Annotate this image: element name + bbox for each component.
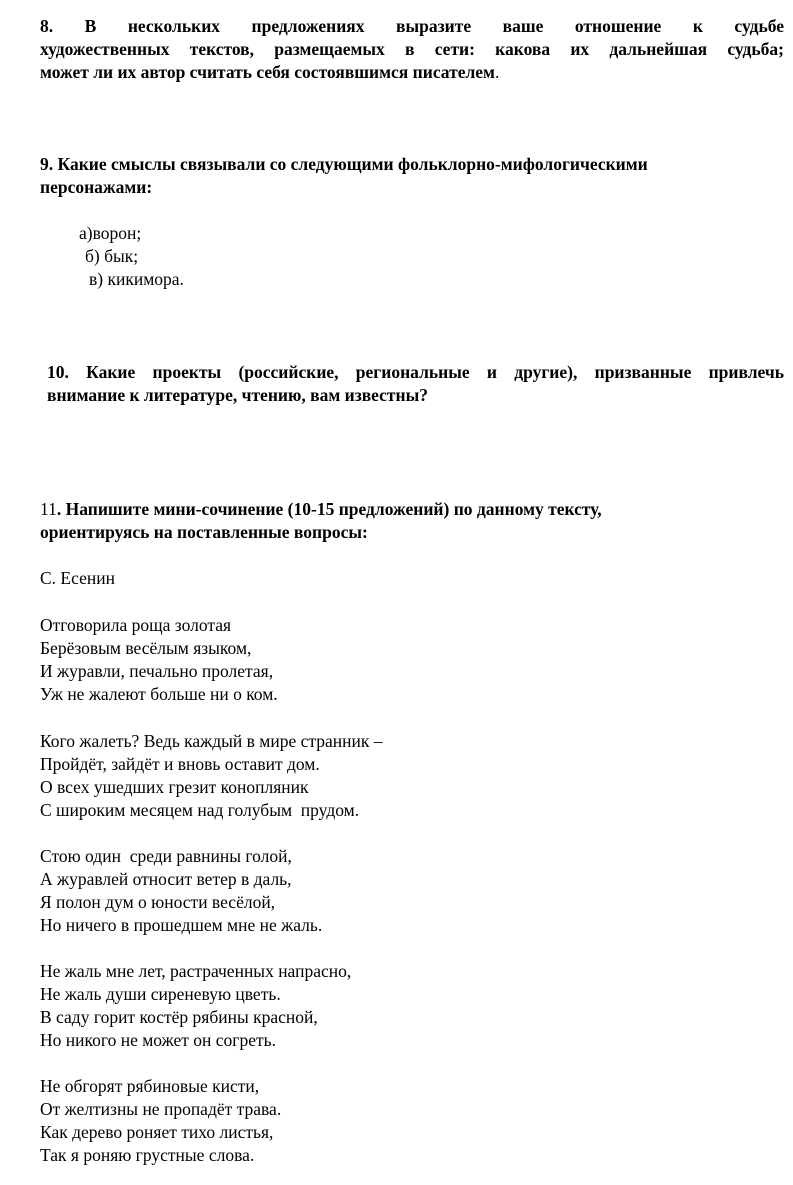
poem-line: Берёзовым весёлым языком, [40, 638, 252, 658]
poem-stanza-5 [40, 1075, 281, 1167]
question-8-line-3 [40, 61, 784, 84]
poem-stanza-2 [40, 730, 383, 822]
question-8-line-1 [40, 15, 784, 38]
poem-line: Уж не жалеют больше ни о ком. [40, 684, 278, 704]
poem-line: Не жаль мне лет, растраченных напрасно, [40, 961, 352, 981]
poem-line: С широким месяцем над голубым прудом. [40, 800, 360, 820]
question-8-text-line-1: В нескольких предложениях выразите ваше отношение к судьбе [84, 16, 785, 36]
question-11 [40, 498, 784, 544]
question-8-line-2: художественных текстов, размещаемых в сети: какова их дальнейшая судьба; [40, 39, 784, 59]
poem-line: Я полон дум о юности весёлой, [40, 892, 276, 912]
poem-line: Не обгорят рябиновые кисти, [40, 1076, 260, 1096]
question-9-line-2: персонажами: [40, 177, 153, 197]
question-9-option-c: в) кикимора. [89, 269, 184, 289]
question-11-text-line-1: . Напишите мини-сочинение (10-15 предложений) по данному тексту, [56, 499, 602, 519]
poem-stanza-4 [40, 960, 351, 1052]
poem-stanza-3 [40, 845, 322, 937]
poem-line: И журавли, печально пролетая, [40, 661, 274, 681]
question-11-line-1 [40, 498, 784, 521]
poem-stanza-1 [40, 614, 278, 706]
poem-line: Так я роняю грустные слова. [40, 1145, 255, 1165]
poem-line: Не жаль души сиреневую цветь. [40, 984, 281, 1004]
question-9-option-b: б) бык; [85, 246, 139, 266]
question-9 [40, 153, 784, 199]
question-10-line-1: 10. Какие проекты (российские, региональные и другие), призванные привлечь [47, 362, 784, 382]
poem-line: Но ничего в прошедшем мне не жаль. [40, 915, 323, 935]
poem-line: Стою один среди равнины голой, [40, 846, 292, 866]
poem-line: От желтизны не пропадёт трава. [40, 1099, 282, 1119]
poem-line: Кого жалеть? Ведь каждый в мире странник – [40, 731, 383, 751]
question-9-option-a: а)ворон; [79, 223, 142, 243]
question-8-number: 8. [40, 16, 54, 36]
question-8-period: . [494, 62, 500, 82]
poem-line: В саду горит костёр рябины красной, [40, 1007, 318, 1027]
question-9-line-1: 9. Какие смыслы связывали со следующими фольклорно-мифологическими [40, 154, 648, 174]
question-8-text-line-3: может ли их автор считать себя состоявшимся писателем [40, 62, 495, 82]
poem-line: Отговорила роща золотая [40, 615, 232, 635]
poem-author: С. Есенин [40, 568, 115, 588]
question-11-number: 11 [40, 499, 57, 519]
poem-line: А журавлей относит ветер в даль, [40, 869, 292, 889]
poem-line: Пройдёт, зайдёт и вновь оставит дом. [40, 754, 320, 774]
poem-line: О всех ушедших грезит конопляник [40, 777, 309, 797]
question-10-line-2: внимание к литературе, чтению, вам известны? [47, 385, 429, 405]
poem-line: Но никого не может он согреть. [40, 1030, 276, 1050]
question-8 [40, 15, 784, 84]
question-11-line-2: ориентируясь на поставленные вопросы: [40, 522, 368, 542]
question-10 [47, 361, 784, 407]
poem-line: Как дерево роняет тихо листья, [40, 1122, 274, 1142]
